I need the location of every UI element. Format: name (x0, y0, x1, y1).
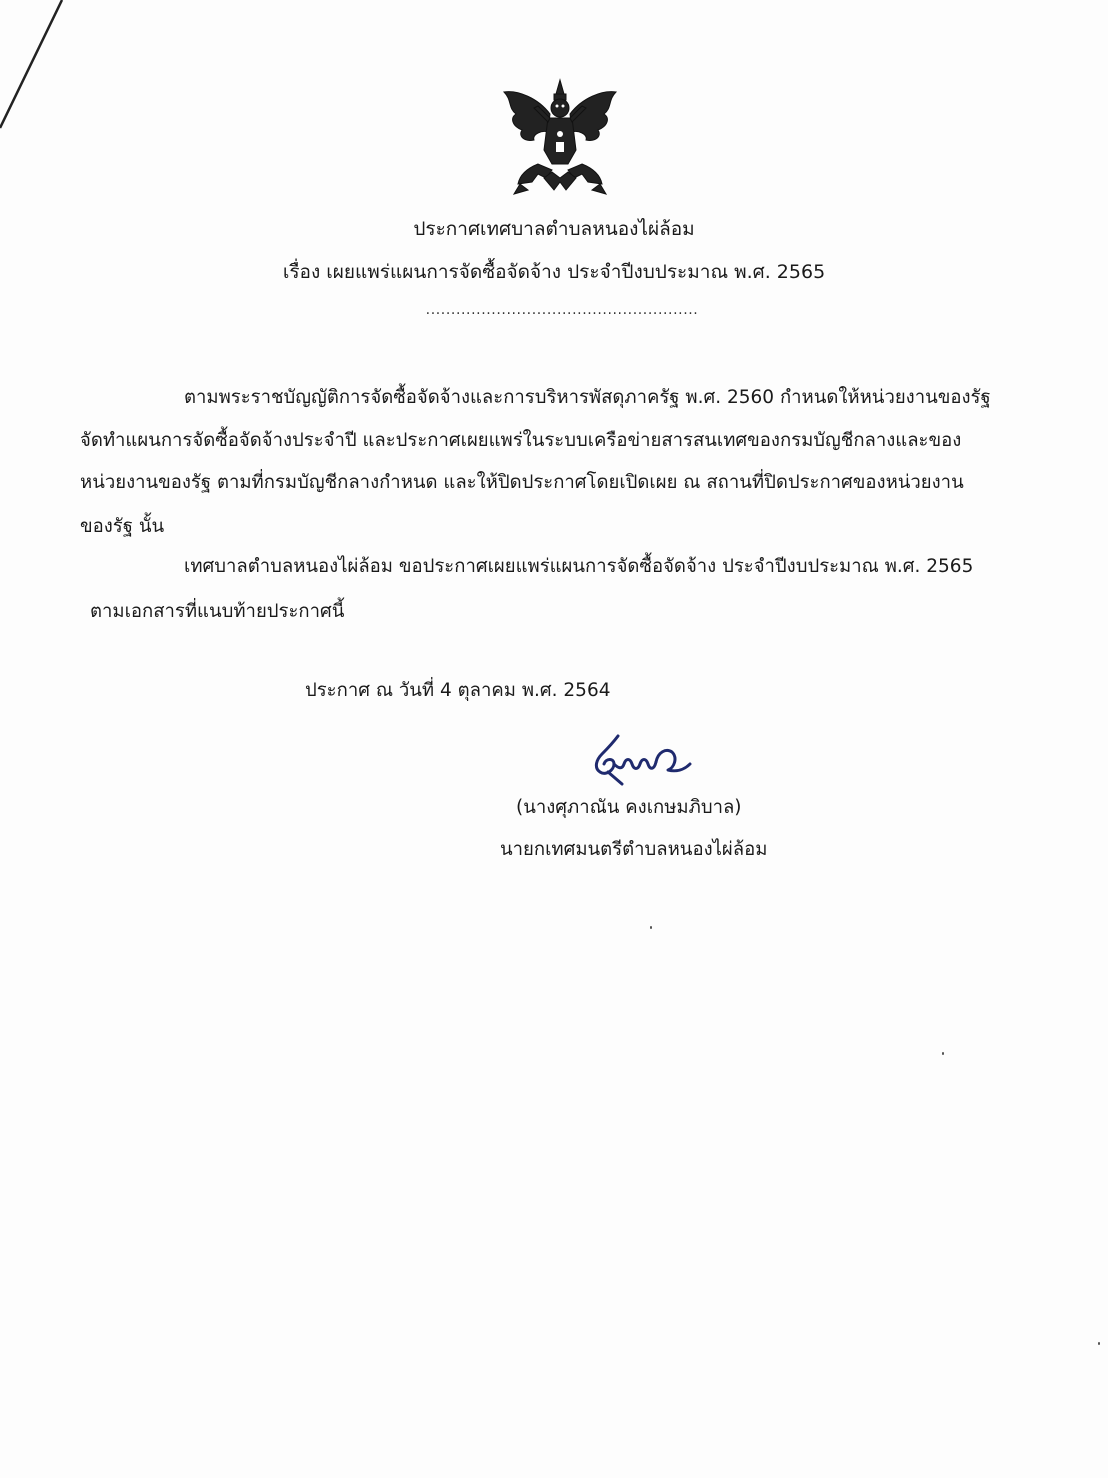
announcement-title: ประกาศเทศบาลตำบลหนองไผ่ล้อม (413, 218, 695, 240)
scan-speck (1098, 1342, 1100, 1345)
paragraph-1-line-4: ของรัฐ นั้น (80, 516, 165, 537)
signer-name: (นางศุภาณัน คงเกษมภิบาล) (516, 797, 742, 818)
garuda-emblem-icon (498, 78, 622, 198)
paragraph-2-line-1: เทศบาลตำบลหนองไผ่ล้อม ขอประกาศเผยแพร่แผนการจัดซื้อจัดจ้าง ประจำปีงบประมาณ พ.ศ. 2565 (184, 556, 974, 577)
paragraph-1-line-2: จัดทำแผนการจัดซื้อจัดจ้างประจำปี และประกาศเผยแพร่ในระบบเครือข่ายสารสนเทศของกรมบัญชีกลางและของ (80, 430, 962, 451)
scan-speck (942, 1052, 944, 1055)
announcement-subject: เรื่อง เผยแพร่แผนการจัดซื้อจัดจ้าง ประจำปีงบประมาณ พ.ศ. 2565 (282, 261, 826, 283)
header-separator: ...................................................... (425, 302, 699, 318)
handwritten-signature (578, 730, 698, 794)
scan-speck (650, 926, 652, 929)
paragraph-1-line-1: ตามพระราชบัญญัติการจัดซื้อจัดจ้างและการบริหารพัสดุภาครัฐ พ.ศ. 2560 กำหนดให้หน่วยงานของรัฐ (184, 387, 991, 408)
paragraph-2-line-2: ตามเอกสารที่แนบท้ายประกาศนี้ (90, 601, 345, 622)
signer-position: นายกเทศมนตรีตำบลหนองไผ่ล้อม (500, 839, 768, 860)
announcement-date: ประกาศ ณ วันที่ 4 ตุลาคม พ.ศ. 2564 (305, 680, 611, 701)
scan-edge-mark (0, 0, 80, 130)
paragraph-1-line-3: หน่วยงานของรัฐ ตามที่กรมบัญชีกลางกำหนด และให้ปิดประกาศโดยเปิดเผย ณ สถานที่ปิดประกาศของหน่วยงาน (80, 472, 964, 493)
